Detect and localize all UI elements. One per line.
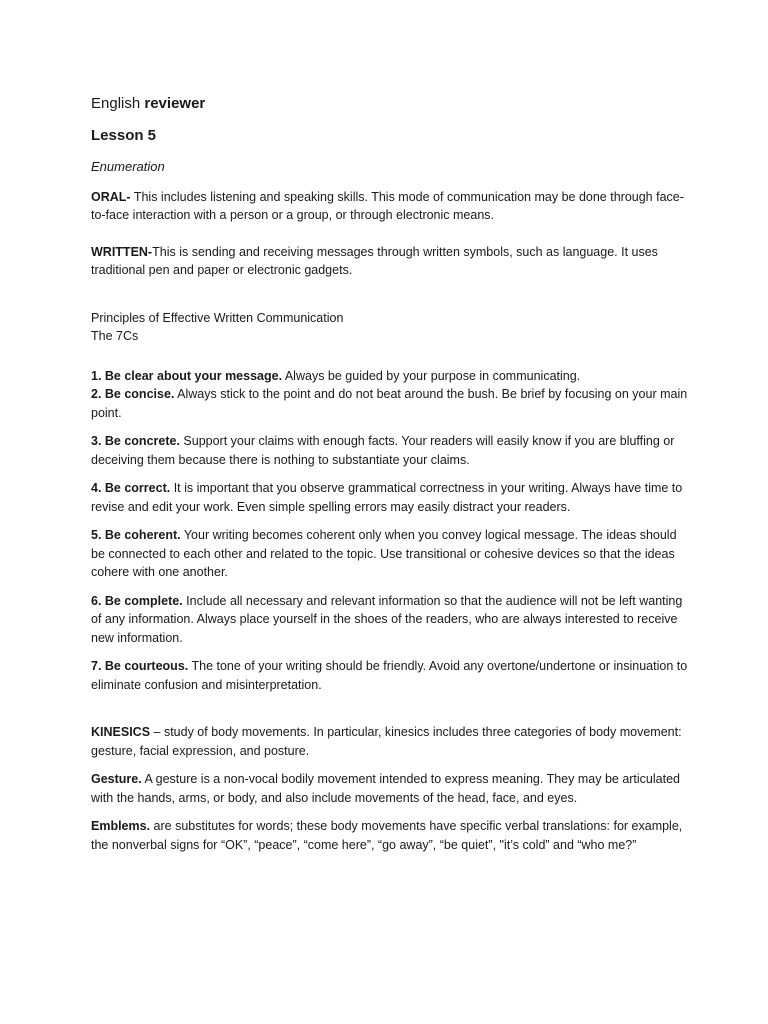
principle-item bbox=[91, 479, 691, 516]
principle-term: 5. Be coherent. bbox=[91, 528, 181, 542]
principle-text: Include all necessary and relevant information so that the audience will not be left wanting of any information. Always place yourself in the shoes of the readers, who are always interested to receive new information. bbox=[91, 593, 683, 645]
lesson-heading: Lesson 5 bbox=[91, 127, 157, 144]
written-term: WRITTEN- bbox=[91, 244, 153, 259]
principle-term: 3. Be concrete. bbox=[91, 434, 180, 448]
principle-term: 2. Be concise. bbox=[91, 387, 175, 401]
principle-text: It is important that you observe grammatical correctness in your writing. Always have time to revise and edit your work. Even simple spelling errors may easily distract your readers. bbox=[91, 481, 683, 514]
emblems-text: are substitutes for words; these body movements have specific verbal translations: for example, the nonverbal signs for “OK”, “peace”, “come here”, “go away”, “be quiet”, "it’s cold” and “who me?” bbox=[91, 819, 683, 852]
written-text: This is sending and receiving messages through written symbols, such as language. It uses traditional pen and paper or electronic gadgets. bbox=[91, 244, 658, 277]
principle-item bbox=[91, 657, 691, 694]
title-bold: reviewer bbox=[144, 95, 206, 112]
written-paragraph bbox=[91, 243, 691, 280]
oral-paragraph bbox=[91, 188, 691, 225]
oral-term: ORAL- bbox=[91, 189, 131, 204]
emblems-paragraph bbox=[91, 817, 691, 854]
principle-text: The tone of your writing should be friendly. Avoid any overtone/undertone or insinuation to eliminate confusion and misinterpretation. bbox=[91, 659, 688, 692]
principle-term: 6. Be complete. bbox=[91, 593, 183, 608]
kinesics-paragraph bbox=[91, 723, 691, 760]
principle-item bbox=[91, 432, 691, 469]
principle-text: Always stick to the point and do not beat around the bush. Be brief by focusing on your main point. bbox=[91, 387, 688, 420]
principles-heading: Principles of Effective Written Communication bbox=[91, 310, 344, 325]
section-heading: Enumeration bbox=[91, 159, 165, 174]
principle-term: 1. Be clear about your message. bbox=[91, 368, 283, 383]
principle-item bbox=[91, 385, 691, 422]
principle-text: Support your claims with enough facts. Your readers will easily know if you are bluffing or deceiving them because there is nothing to substantiate your claims. bbox=[91, 434, 675, 467]
gesture-paragraph bbox=[91, 770, 691, 807]
gesture-term: Gesture. bbox=[91, 772, 142, 786]
principle-text: Your writing becomes coherent only when you convey logical message. The ideas should be connected to each other and related to the topic. Use transitional or cohesive devices so that the ideas cohere with one another. bbox=[91, 528, 677, 579]
principle-text: Always be guided by your purpose in communicating. bbox=[282, 368, 581, 383]
document-page bbox=[91, 94, 691, 864]
principle-item bbox=[91, 592, 691, 648]
oral-text: This includes listening and speaking skills. This mode of communication may be done through face-to-face interaction with a person or a group, or through electronic means. bbox=[91, 189, 684, 222]
emblems-term: Emblems. bbox=[91, 819, 151, 833]
principles-subheading: The 7Cs bbox=[91, 329, 139, 343]
principle-item bbox=[91, 367, 691, 386]
principle-item bbox=[91, 526, 691, 582]
gesture-text: A gesture is a non-vocal bodily movement intended to express meaning. They may be articulated with the hands, arms, or body, and also include movements of the head, face, and eyes. bbox=[91, 772, 680, 805]
kinesics-text: – study of body movements. In particular, kinesics includes three categories of body movement: gesture, facial expression, and posture. bbox=[91, 725, 682, 758]
kinesics-term: KINESICS bbox=[91, 725, 151, 739]
principle-term: 4. Be correct. bbox=[91, 481, 171, 495]
document-title bbox=[91, 94, 691, 114]
principle-term: 7. Be courteous. bbox=[91, 659, 189, 673]
title-plain: English bbox=[91, 95, 145, 112]
